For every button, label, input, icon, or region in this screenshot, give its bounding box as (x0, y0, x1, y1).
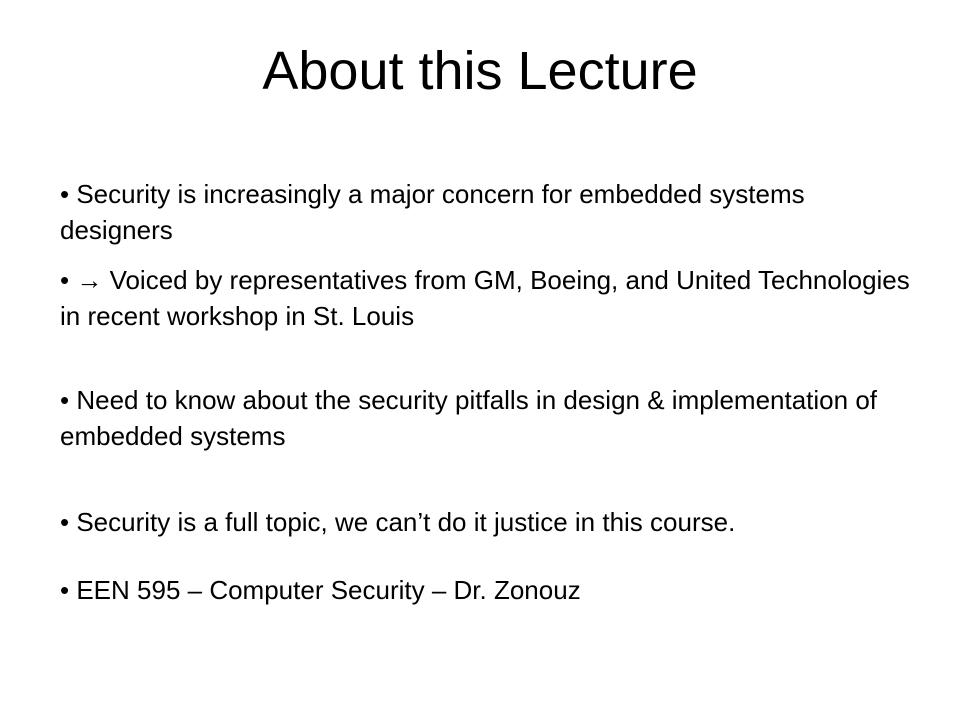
bullet-item (60, 176, 920, 248)
bullet-text: EEN 595 – Computer Security – Dr. Zonouz (76, 575, 581, 605)
bullet-text: Need to know about the security pitfalls in design & implementation of embedded systems (60, 385, 878, 451)
bullet-item (60, 572, 920, 608)
bullet-item (60, 504, 920, 540)
bullet-text: Security is a full topic, we can’t do it justice in this course. (76, 507, 736, 537)
bullet-item (60, 262, 920, 334)
bullet-list (60, 176, 920, 608)
bullet-dot: • (60, 179, 70, 209)
bullet-text: → Voiced by representatives from GM, Boeing, and United Technologies in recent workshop in St. Louis (60, 265, 910, 331)
bullet-dot: • (60, 575, 70, 605)
bullet-text: Security is increasingly a major concern for embedded systems designers (60, 179, 805, 245)
bullet-dot: • (60, 265, 70, 295)
bullet-dot: • (60, 385, 70, 415)
slide-title: About this Lecture (262, 41, 698, 101)
bullet-dot: • (60, 507, 70, 537)
bullet-item (60, 382, 920, 454)
